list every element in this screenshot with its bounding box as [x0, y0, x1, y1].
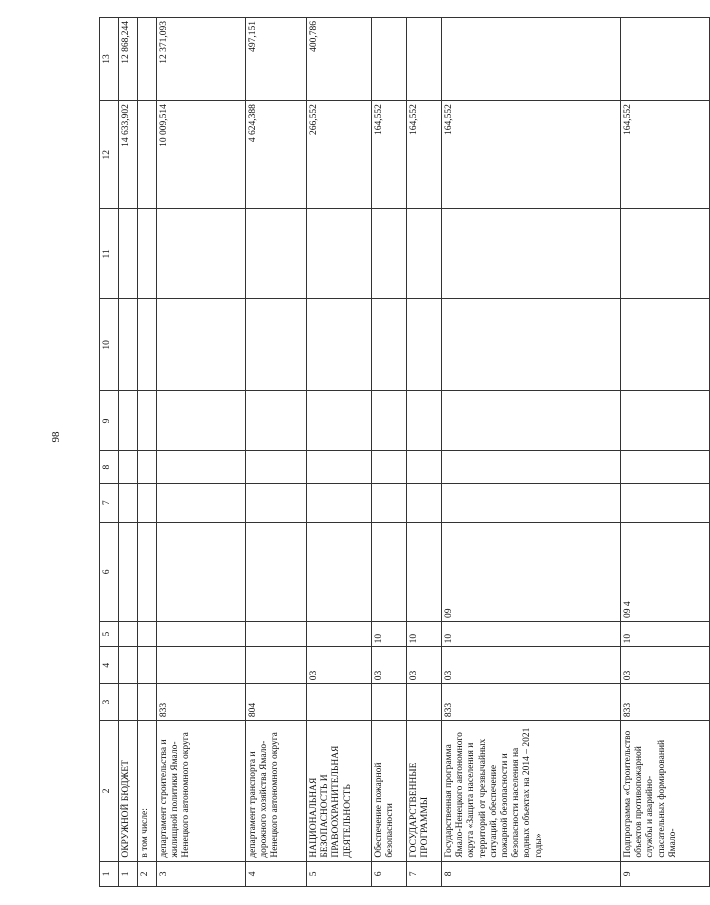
row-name: Обеспечение пожарной безопасности: [372, 721, 407, 862]
cell-c13: 497,151: [246, 18, 307, 101]
table-row: [621, 18, 710, 887]
column-header: 1: [100, 861, 119, 886]
row-name: Государственная программа Ямало-Ненецкого автономного округа «Защита населения и территорий от чрезвычайных ситуаций, обеспечение пожарной безопасности и безопасности населения на водных объектах на 2014 – 2021 годы»: [442, 721, 621, 862]
cell-c12: 164,552: [372, 101, 407, 209]
cell-c10: [246, 299, 307, 391]
cell-c3: 833: [442, 684, 621, 721]
cell-c4: 03: [407, 647, 442, 684]
column-header: 13: [100, 18, 119, 101]
row-number: 3: [157, 861, 246, 886]
cell-c4: [119, 647, 138, 684]
column-header: 3: [100, 684, 119, 721]
cell-c12: 266,552: [307, 101, 372, 209]
cell-c8: [407, 451, 442, 483]
cell-c8: [621, 451, 710, 483]
cell-c10: [307, 299, 372, 391]
row-name: департамент транспорта и дорожного хозяйства Ямало-Ненецкого автономного округа: [246, 721, 307, 862]
cell-c13: [372, 18, 407, 101]
cell-c4: 03: [621, 647, 710, 684]
cell-c13: 400,786: [307, 18, 372, 101]
cell-c7: [307, 483, 372, 522]
cell-c4: 03: [442, 647, 621, 684]
cell-c8: [246, 451, 307, 483]
cell-c6: [138, 522, 157, 621]
row-name: в том числе:: [138, 721, 157, 862]
cell-c7: [246, 483, 307, 522]
cell-c10: [621, 299, 710, 391]
cell-c9: [621, 391, 710, 451]
cell-c7: [119, 483, 138, 522]
cell-c13: 12 868,244: [119, 18, 138, 101]
cell-c10: [407, 299, 442, 391]
column-header: 12: [100, 101, 119, 209]
cell-c5: 10: [407, 621, 442, 646]
column-header: 7: [100, 483, 119, 522]
cell-c5: 10: [442, 621, 621, 646]
cell-c9: [307, 391, 372, 451]
row-number: 5: [307, 861, 372, 886]
cell-c8: [307, 451, 372, 483]
row-name: ОКРУЖНОЙ БЮДЖЕТ: [119, 721, 138, 862]
cell-c5: 10: [372, 621, 407, 646]
table-row: [157, 18, 246, 887]
table-row: [372, 18, 407, 887]
column-header: 4: [100, 647, 119, 684]
cell-c10: [138, 299, 157, 391]
cell-c9: [138, 391, 157, 451]
page-number: 98: [50, 431, 62, 443]
row-number: 1: [119, 861, 138, 886]
cell-c13: 12 371,093: [157, 18, 246, 101]
header-row: [100, 18, 119, 887]
cell-c12: 4 624,388: [246, 101, 307, 209]
table-row: [246, 18, 307, 887]
cell-c8: [442, 451, 621, 483]
cell-c9: [372, 391, 407, 451]
cell-c10: [119, 299, 138, 391]
column-header: 2: [100, 721, 119, 862]
cell-c11: [246, 209, 307, 299]
cell-c6: [407, 522, 442, 621]
column-header: 9: [100, 391, 119, 451]
column-header: 10: [100, 299, 119, 391]
row-name: департамент строительства и жилищной политики Ямало-Ненецкого автономного округа: [157, 721, 246, 862]
cell-c13: [407, 18, 442, 101]
cell-c9: [442, 391, 621, 451]
cell-c5: [307, 621, 372, 646]
row-number: 8: [442, 861, 621, 886]
cell-c6: [372, 522, 407, 621]
row-name: НАЦИОНАЛЬНАЯ БЕЗОПАСНОСТЬ И ПРАВООХРАНИТЕЛЬНАЯ ДЕЯТЕЛЬНОСТЬ: [307, 721, 372, 862]
table-row: [442, 18, 621, 887]
cell-c4: [157, 647, 246, 684]
cell-c10: [157, 299, 246, 391]
cell-c12: 14 633,902: [119, 101, 138, 209]
row-number: 7: [407, 861, 442, 886]
cell-c12: 164,552: [442, 101, 621, 209]
table-row: [407, 18, 442, 887]
cell-c6: 09 4: [621, 522, 710, 621]
row-number: 2: [138, 861, 157, 886]
cell-c7: [621, 483, 710, 522]
cell-c5: [246, 621, 307, 646]
row-name: ГОСУДАРСТВЕННЫЕ ПРОГРАММЫ: [407, 721, 442, 862]
cell-c5: [157, 621, 246, 646]
cell-c8: [157, 451, 246, 483]
cell-c11: [372, 209, 407, 299]
row-number: 4: [246, 861, 307, 886]
table-row: [307, 18, 372, 887]
cell-c6: 09: [442, 522, 621, 621]
cell-c4: [138, 647, 157, 684]
cell-c7: [372, 483, 407, 522]
cell-c9: [119, 391, 138, 451]
cell-c12: [138, 101, 157, 209]
cell-c11: [307, 209, 372, 299]
cell-c4: 03: [307, 647, 372, 684]
table-row: [138, 18, 157, 887]
cell-c3: 833: [621, 684, 710, 721]
cell-c6: [307, 522, 372, 621]
column-header: 5: [100, 621, 119, 646]
cell-c11: [621, 209, 710, 299]
cell-c13: [621, 18, 710, 101]
cell-c7: [157, 483, 246, 522]
cell-c11: [119, 209, 138, 299]
cell-c5: [119, 621, 138, 646]
budget-table: [99, 17, 710, 887]
cell-c6: [246, 522, 307, 621]
cell-c7: [442, 483, 621, 522]
column-header: 6: [100, 522, 119, 621]
cell-c6: [157, 522, 246, 621]
cell-c11: [407, 209, 442, 299]
cell-c10: [442, 299, 621, 391]
cell-c7: [407, 483, 442, 522]
column-header: 11: [100, 209, 119, 299]
cell-c3: 804: [246, 684, 307, 721]
cell-c13: [442, 18, 621, 101]
cell-c5: [138, 621, 157, 646]
cell-c9: [246, 391, 307, 451]
row-name: Подпрограмма «Строительство объектов противопожарной службы и аварийно-спасательных формирований Ямало-: [621, 721, 710, 862]
column-header: 8: [100, 451, 119, 483]
cell-c8: [119, 451, 138, 483]
cell-c3: 833: [157, 684, 246, 721]
cell-c12: 10 009,514: [157, 101, 246, 209]
cell-c9: [157, 391, 246, 451]
cell-c9: [407, 391, 442, 451]
cell-c11: [138, 209, 157, 299]
cell-c3: [407, 684, 442, 721]
cell-c10: [372, 299, 407, 391]
cell-c8: [138, 451, 157, 483]
cell-c11: [157, 209, 246, 299]
cell-c3: [138, 684, 157, 721]
row-number: 6: [372, 861, 407, 886]
cell-c11: [442, 209, 621, 299]
cell-c5: 10: [621, 621, 710, 646]
cell-c3: [372, 684, 407, 721]
cell-c8: [372, 451, 407, 483]
cell-c3: [307, 684, 372, 721]
cell-c12: 164,552: [621, 101, 710, 209]
budget-table-region: [99, 17, 678, 887]
cell-c6: [119, 522, 138, 621]
cell-c12: 164,552: [407, 101, 442, 209]
row-number: 9: [621, 861, 710, 886]
cell-c4: [246, 647, 307, 684]
table-row: [119, 18, 138, 887]
cell-c3: [119, 684, 138, 721]
cell-c13: [138, 18, 157, 101]
cell-c4: 03: [372, 647, 407, 684]
cell-c7: [138, 483, 157, 522]
